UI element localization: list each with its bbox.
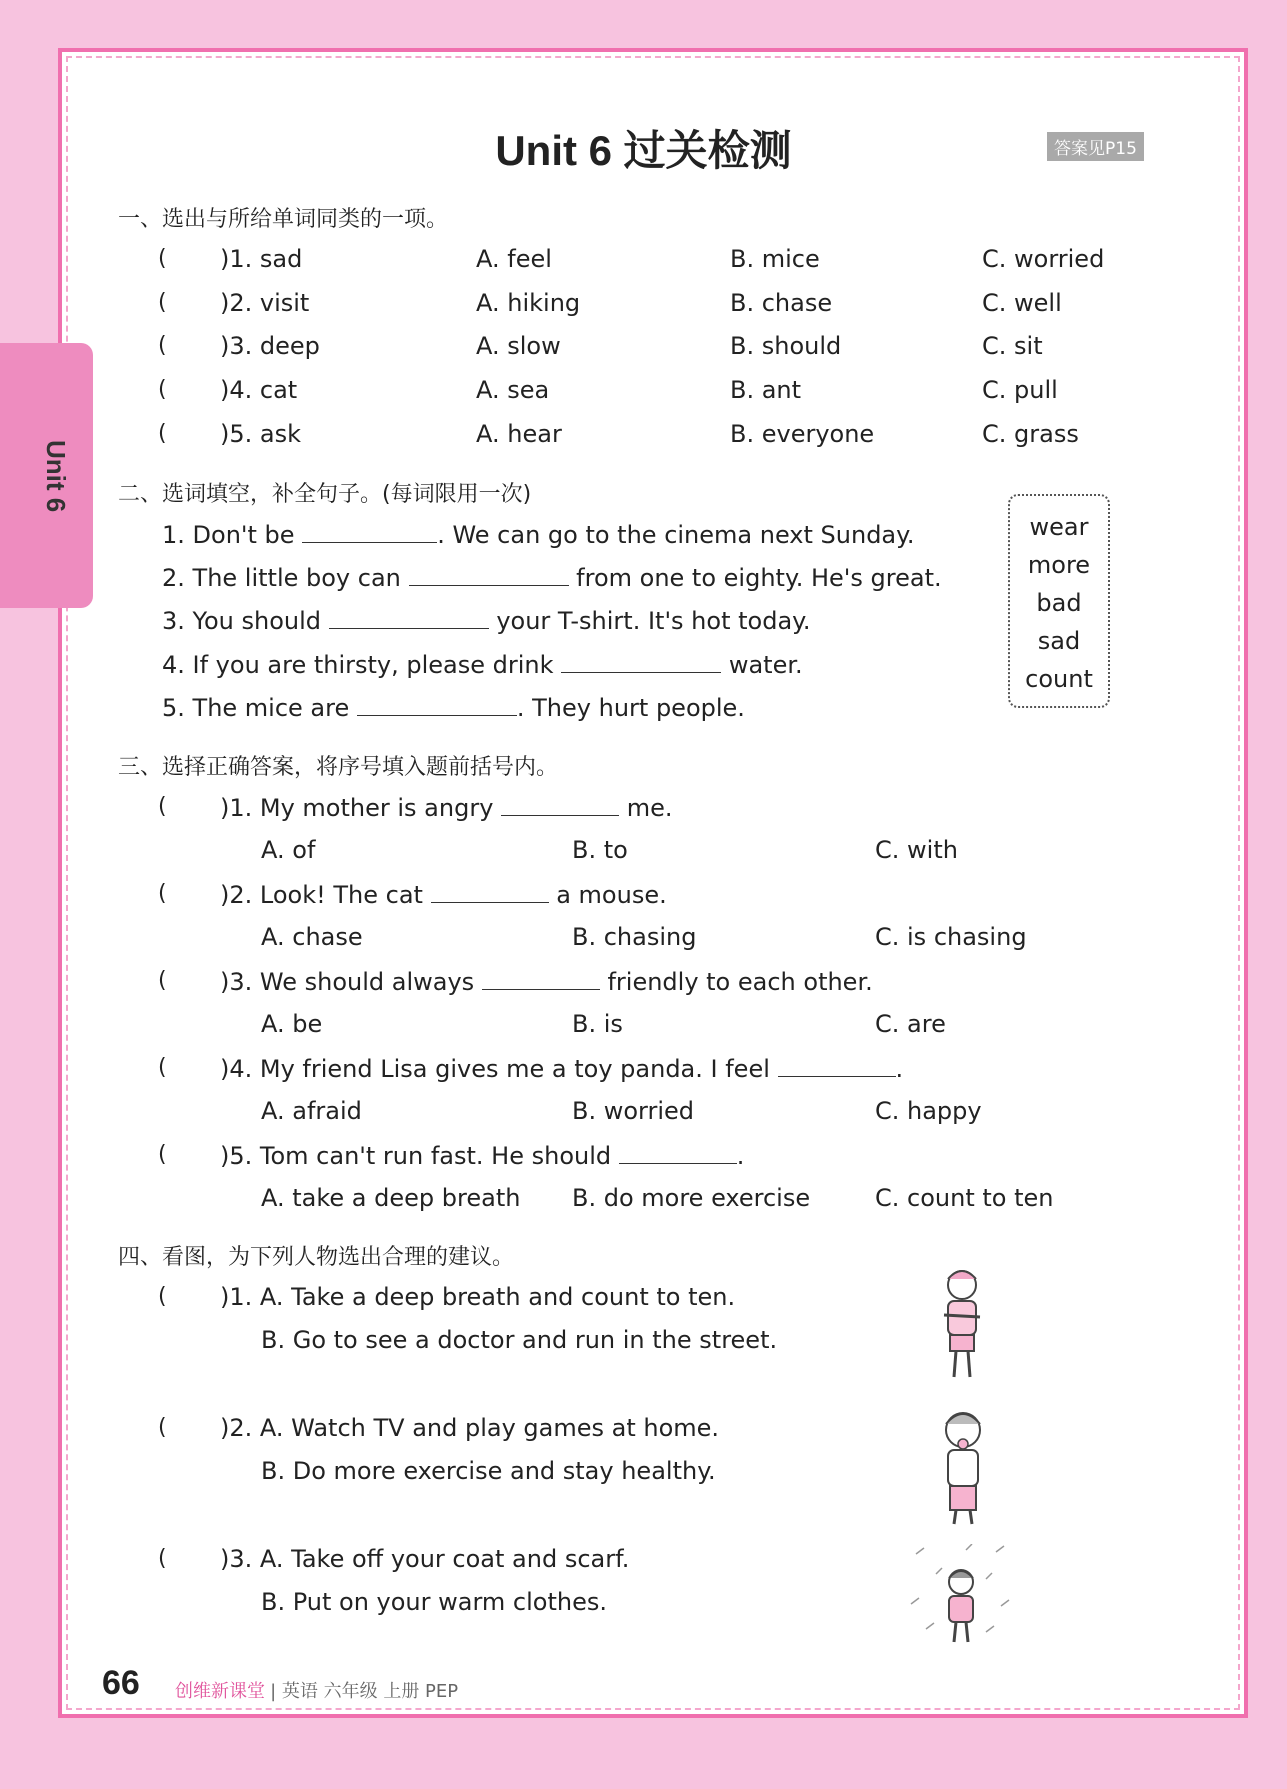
answer-bracket[interactable]: ( xyxy=(158,1546,167,1571)
word-bank-item: count xyxy=(1025,665,1093,693)
mc-question xyxy=(220,1141,744,1170)
mc-question xyxy=(220,1054,903,1083)
option-c: C. grass xyxy=(982,420,1079,448)
option-c: C. happy xyxy=(875,1097,982,1125)
option-a: A. feel xyxy=(476,245,552,273)
question-word: )3. deep xyxy=(220,332,320,360)
section-3-heading: 三、选择正确答案，将序号填入题前括号内。 xyxy=(118,755,559,780)
footer-brand: 创维新课堂 xyxy=(175,1681,265,1702)
sentence-prefix: 5. The mice are xyxy=(162,694,350,722)
mc-question xyxy=(220,880,667,909)
unit-side-tab-label: Unit 6 xyxy=(41,440,71,513)
option-a: A. hear xyxy=(476,420,562,448)
option-c: C. with xyxy=(875,836,958,864)
option-c: C. is chasing xyxy=(875,923,1027,951)
option-a: A. of xyxy=(261,836,316,864)
fill-blank[interactable] xyxy=(561,650,721,673)
answer-bracket[interactable]: ( xyxy=(158,794,167,819)
suggestion-b: B. Put on your warm clothes. xyxy=(261,1588,607,1616)
option-b: B. worried xyxy=(572,1097,695,1125)
option-a: A. take a deep breath xyxy=(261,1184,521,1212)
question-stem: )5. Tom can't run fast. He should xyxy=(220,1142,612,1170)
question-stem: )4. My friend Lisa gives me a toy panda. I feel xyxy=(220,1055,770,1083)
option-b: B. chasing xyxy=(572,923,697,951)
question-stem-end: . xyxy=(736,1142,745,1170)
word-bank-box xyxy=(1008,494,1110,708)
section-4-heading: 四、看图，为下列人物选出合理的建议。 xyxy=(118,1245,515,1270)
question-stem: )2. Look! The cat xyxy=(220,881,423,909)
fill-blank[interactable] xyxy=(501,793,619,816)
answer-bracket[interactable]: ( xyxy=(158,881,167,906)
cold-child-snow-illustration xyxy=(906,1544,1016,1649)
option-b: B. chase xyxy=(730,289,833,317)
answer-bracket[interactable]: ( xyxy=(158,377,167,402)
option-b: B. to xyxy=(572,836,628,864)
sentence-suffix: . They hurt people. xyxy=(516,694,745,722)
angry-child-illustration xyxy=(930,1265,994,1385)
answer-bracket[interactable]: ( xyxy=(158,290,167,315)
answer-bracket[interactable]: ( xyxy=(158,333,167,358)
option-b: B. mice xyxy=(730,245,820,273)
question-word: )2. visit xyxy=(220,289,310,317)
page-title: Unit 6 过关检测 xyxy=(495,127,792,174)
fill-blank[interactable] xyxy=(778,1054,896,1077)
suggestion-a: )3. A. Take off your coat and scarf. xyxy=(220,1545,630,1573)
answer-bracket[interactable]: ( xyxy=(158,421,167,446)
question-word: )4. cat xyxy=(220,376,298,404)
option-c: C. worried xyxy=(982,245,1105,273)
sentence-4 xyxy=(162,650,803,679)
sentence-suffix: . We can go to the cinema next Sunday. xyxy=(437,521,915,549)
question-stem-end: me. xyxy=(626,794,673,822)
option-b: B. do more exercise xyxy=(572,1184,811,1212)
suggestion-b: B. Go to see a doctor and run in the street. xyxy=(261,1326,778,1354)
option-c: C. sit xyxy=(982,332,1043,360)
fill-blank[interactable] xyxy=(302,520,437,543)
sentence-suffix: your T-shirt. It's hot today. xyxy=(496,607,811,635)
option-c: C. pull xyxy=(982,376,1058,404)
option-a: A. chase xyxy=(261,923,363,951)
suggestion-b: B. Do more exercise and stay healthy. xyxy=(261,1457,716,1485)
sentence-suffix: water. xyxy=(728,651,803,679)
answer-bracket[interactable]: ( xyxy=(158,1055,167,1080)
footer-bar xyxy=(175,1677,458,1703)
option-a: A. sea xyxy=(476,376,550,404)
option-b: B. everyone xyxy=(730,420,875,448)
option-c: C. are xyxy=(875,1010,946,1038)
mc-question xyxy=(220,967,873,996)
option-b: B. should xyxy=(730,332,842,360)
fill-blank[interactable] xyxy=(357,693,517,716)
option-c: C. well xyxy=(982,289,1062,317)
word-bank-item: wear xyxy=(1029,513,1089,541)
answer-reference-badge: 答案见P15 xyxy=(1047,132,1144,161)
option-a: A. hiking xyxy=(476,289,581,317)
fill-blank[interactable] xyxy=(619,1141,737,1164)
section-1-heading: 一、选出与所给单词同类的一项。 xyxy=(118,207,449,232)
suggestion-a: )1. A. Take a deep breath and count to ten. xyxy=(220,1283,736,1311)
sentence-2 xyxy=(162,563,942,592)
question-stem: )3. We should always xyxy=(220,968,475,996)
fill-blank[interactable] xyxy=(409,563,569,586)
sentence-prefix: 1. Don't be xyxy=(162,521,295,549)
sentence-3 xyxy=(162,606,811,635)
answer-bracket[interactable]: ( xyxy=(158,968,167,993)
question-stem-end: a mouse. xyxy=(556,881,667,909)
word-bank-item: sad xyxy=(1037,627,1081,655)
sentence-prefix: 4. If you are thirsty, please drink xyxy=(162,651,554,679)
question-stem: )1. My mother is angry xyxy=(220,794,494,822)
option-b: B. is xyxy=(572,1010,623,1038)
option-a: A. be xyxy=(261,1010,323,1038)
sentence-5 xyxy=(162,693,745,722)
sentence-prefix: 3. You should xyxy=(162,607,322,635)
suggestion-a: )2. A. Watch TV and play games at home. xyxy=(220,1414,720,1442)
section-2-heading: 二、选词填空，补全句子。(每词限用一次) xyxy=(118,482,532,507)
footer-divider: | xyxy=(270,1681,282,1702)
answer-bracket[interactable]: ( xyxy=(158,1284,167,1309)
answer-bracket[interactable]: ( xyxy=(158,246,167,271)
sentence-suffix: from one to eighty. He's great. xyxy=(576,564,942,592)
footer-book-info: 英语 六年级 上册 PEP xyxy=(281,1681,459,1702)
page-number: 66 xyxy=(102,1664,140,1702)
sentence-1 xyxy=(162,520,915,549)
answer-bracket[interactable]: ( xyxy=(158,1415,167,1440)
option-c: C. count to ten xyxy=(875,1184,1054,1212)
fill-blank[interactable] xyxy=(431,880,549,903)
word-bank-item: more xyxy=(1027,551,1091,579)
option-b: B. ant xyxy=(730,376,802,404)
question-stem-end: . xyxy=(895,1055,904,1083)
sick-child-illustration xyxy=(928,1408,998,1528)
mc-question xyxy=(220,793,672,822)
option-a: A. slow xyxy=(476,332,561,360)
question-word: )1. sad xyxy=(220,245,303,273)
option-a: A. afraid xyxy=(261,1097,362,1125)
answer-bracket[interactable]: ( xyxy=(158,1142,167,1167)
question-stem-end: friendly to each other. xyxy=(607,968,873,996)
fill-blank[interactable] xyxy=(329,606,489,629)
word-bank-item: bad xyxy=(1036,589,1082,617)
question-word: )5. ask xyxy=(220,420,301,448)
sentence-prefix: 2. The little boy can xyxy=(162,564,401,592)
fill-blank[interactable] xyxy=(482,967,600,990)
